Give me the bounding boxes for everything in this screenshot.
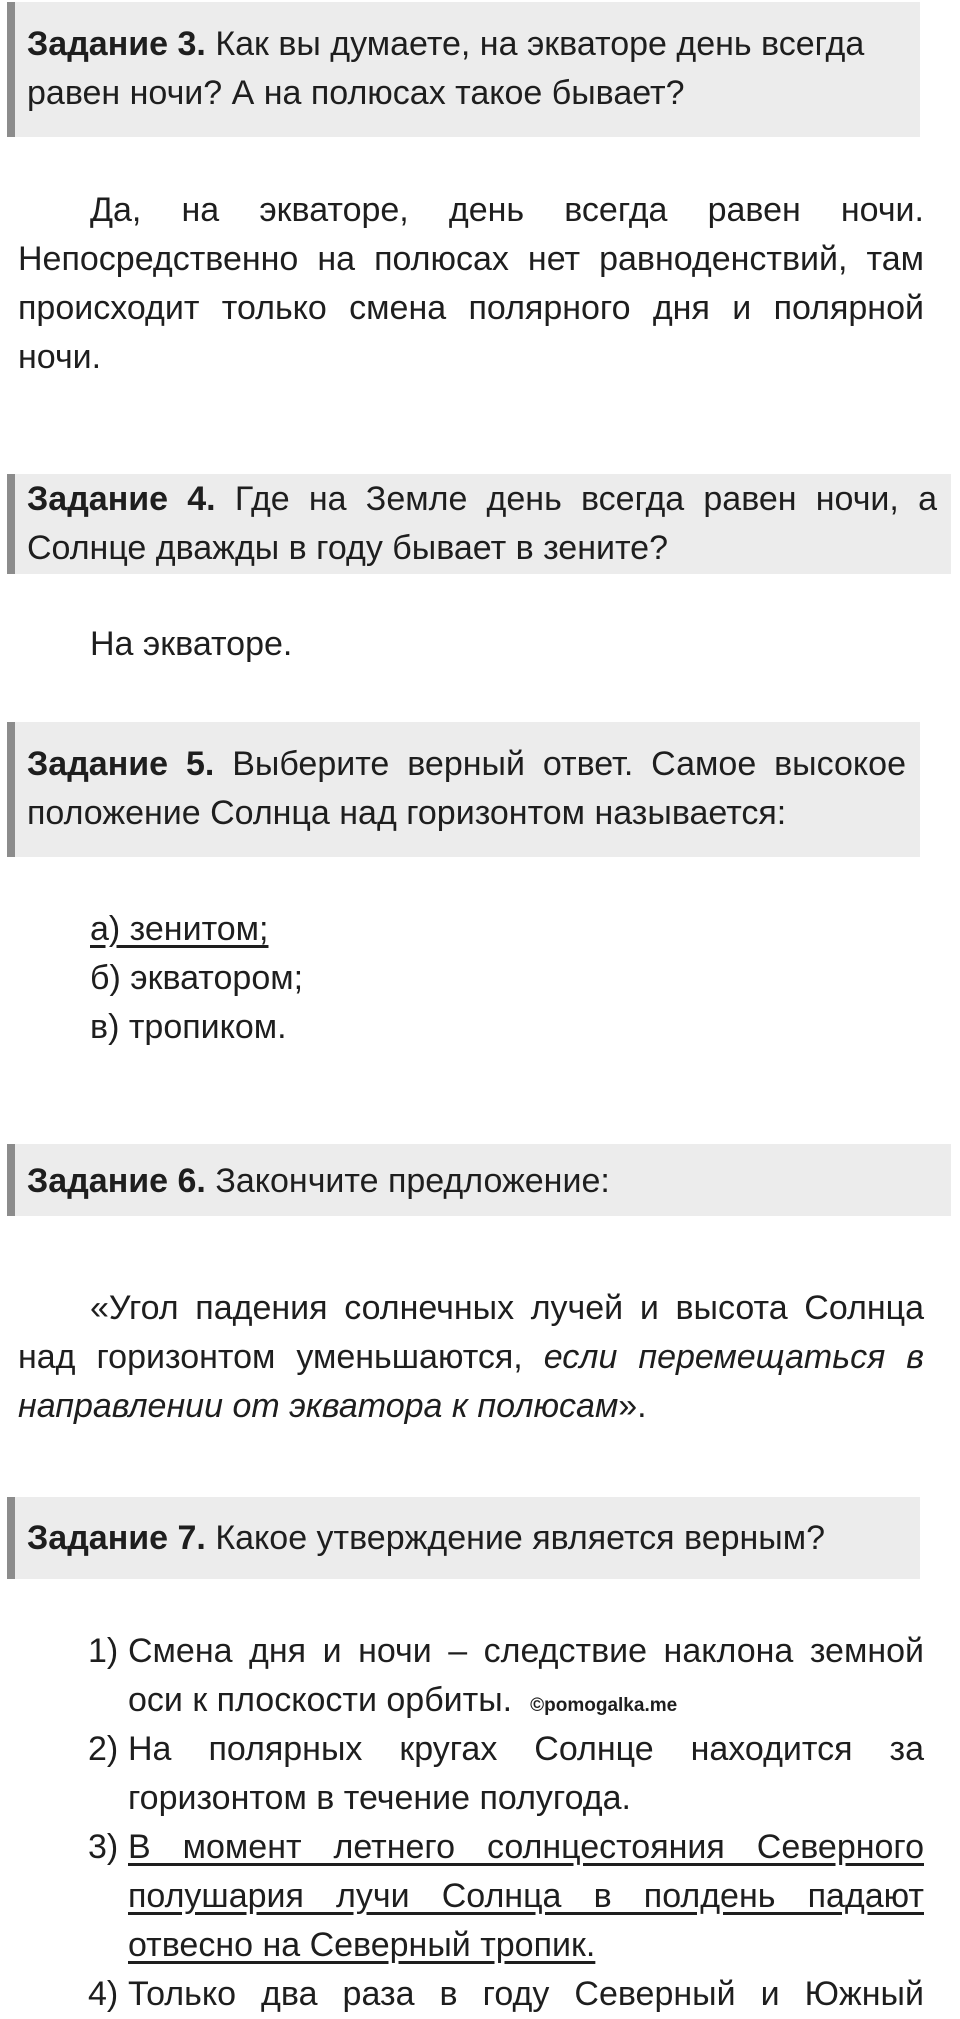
task-6-answer — [18, 1284, 924, 1431]
task-6-answer-end: ». — [618, 1387, 647, 1425]
task-7-question-box — [7, 1497, 920, 1579]
task-4-question: Где на Земле день всегда равен ночи, а Солнце дважды в году бывает в зените? — [27, 480, 937, 567]
task-7-item-4-text: Только два раза в году Северный и Южный — [128, 1975, 924, 2013]
task-7-item-2-text: На полярных кругах Солнце находится за горизонтом в течение полугода. — [128, 1730, 924, 1817]
task-4-label: Задание 4. — [27, 480, 216, 518]
task-4-answer: На экваторе. — [90, 625, 293, 663]
task-6-answer-italic: если перемещаться в направлении от экватора к полюсам — [18, 1338, 925, 1425]
task-7-item-4-num: 4) — [88, 1975, 119, 2013]
task-3-answer: Да, на экваторе, день всегда равен ночи. Непосредственно на полюсах нет равноденствий, там происходит только смена полярного дня и полярной ночи. — [18, 191, 924, 376]
task-7-question: Какое утверждение является верным? — [215, 1519, 826, 1557]
task-5-option-c: в) тропиком. — [90, 1008, 287, 1046]
task-3-question-box — [7, 2, 920, 137]
task-5-question-box — [7, 722, 920, 857]
task-6-answer-plain: «Угол падения солнечных лучей и высота Солнца над горизонтом уменьшаются, — [18, 1289, 924, 1376]
task-7-item-3-text: В момент летнего солнцестояния Северного полушария лучи Солнца в полдень падают отвесно на Северный тропик. — [128, 1828, 924, 1964]
task-7-item-3-num: 3) — [88, 1828, 119, 1866]
task-7-item-2-num: 2) — [88, 1730, 119, 1768]
task-3-question: Как вы думаете, на экваторе день всегда равен ночи? А на полюсах такое бывает? — [27, 25, 865, 112]
task-7-item-1-num: 1) — [88, 1632, 119, 1670]
task-3-label: Задание 3. — [27, 25, 206, 63]
task-6-label: Задание 6. — [27, 1162, 206, 1200]
task-7-item-1-text: Смена дня и ночи – следствие наклона земной оси к плоскости орбиты. — [128, 1632, 924, 1719]
task-5-option-b: б) экватором; — [90, 959, 304, 997]
task-6-question-box — [7, 1144, 951, 1216]
task-6-question: Закончите предложение: — [215, 1162, 610, 1200]
task-5-label: Задание 5. — [27, 745, 215, 783]
task-5-option-a: а) зенитом; — [90, 910, 269, 948]
watermark: ©pomogalka.me — [530, 1695, 678, 1716]
task-4-question-box — [7, 474, 951, 574]
task-7-label: Задание 7. — [27, 1519, 206, 1557]
task-5-question: Выберите верный ответ. Самое высокое положение Солнца над горизонтом называется: — [27, 745, 906, 832]
